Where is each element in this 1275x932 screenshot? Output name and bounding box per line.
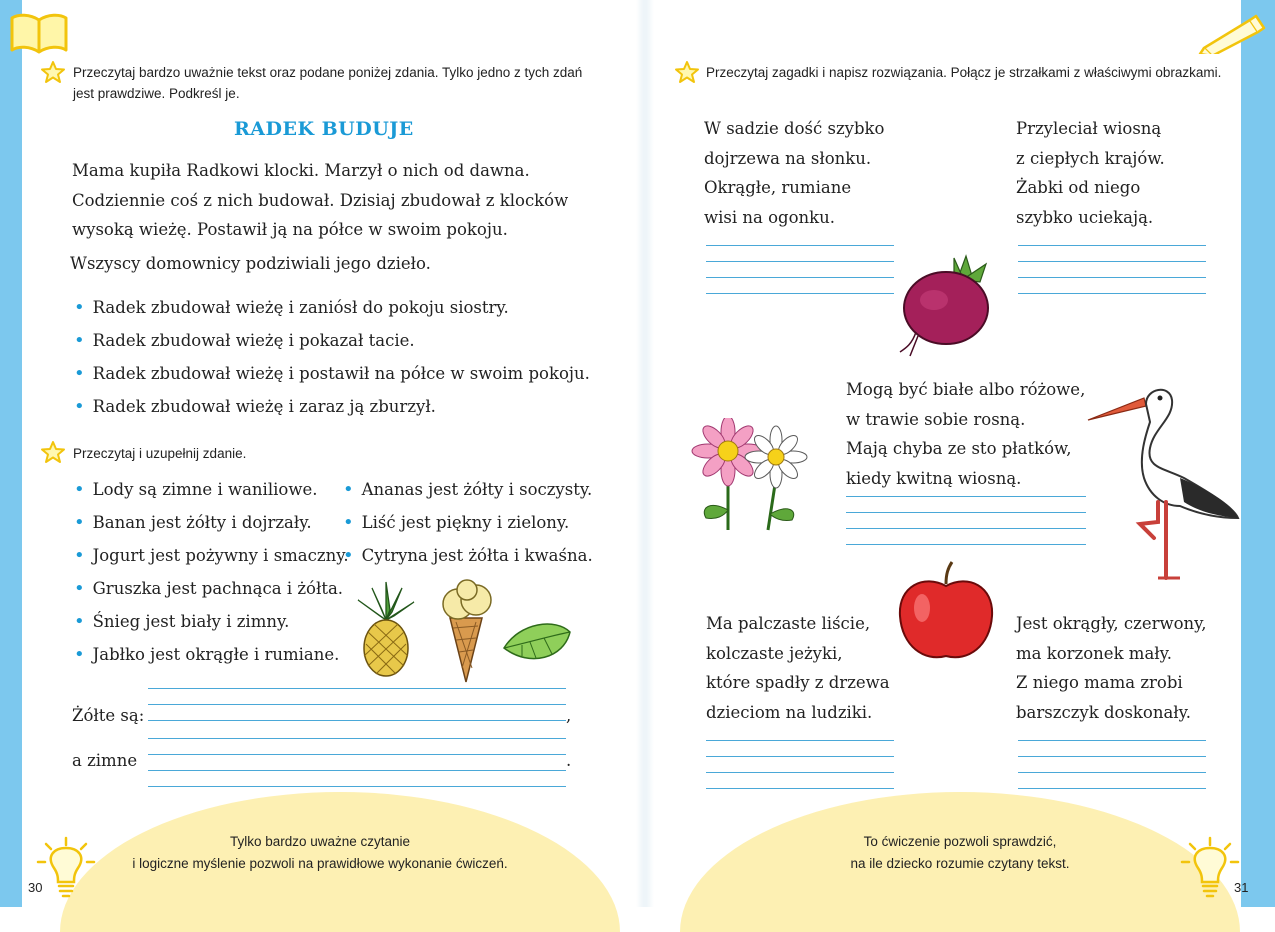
riddle-beetroot-text: Jest okrągły, czerwony, ma korzonek mały. Z niego mama zrobi barszczyk doskonały. xyxy=(1016,614,1207,722)
fact-item: • Jogurt jest pożywny i smaczny. xyxy=(74,539,349,572)
answer-line[interactable] xyxy=(148,704,566,705)
footer-tip-text xyxy=(780,831,1140,875)
fact-item: • Ananas jest żółty i soczysty. xyxy=(343,473,593,506)
answer-line[interactable] xyxy=(148,786,566,787)
footer-tip-line: Tylko bardzo uważne czytanie xyxy=(229,834,411,849)
answer-line[interactable] xyxy=(846,544,1086,545)
answer-line[interactable] xyxy=(846,496,1086,497)
leaf-illustration xyxy=(500,618,576,670)
fact-item: • Banan jest żółty i dojrzały. xyxy=(74,506,349,539)
answer-line[interactable] xyxy=(148,688,566,689)
answer-line[interactable] xyxy=(148,754,566,755)
instruction-fill: Przeczytaj i uzupełnij zdanie. xyxy=(73,446,247,461)
story-line: wysoką wieżę. Postawił ją na półce w swoim pokoju. xyxy=(72,220,508,239)
answer-line[interactable] xyxy=(1018,772,1206,773)
answer-line[interactable] xyxy=(1018,756,1206,757)
page-number-right: 31 xyxy=(1234,880,1249,895)
right-margin-strip xyxy=(1241,0,1275,907)
instruction-underline: Przeczytaj bardzo uważnie tekst oraz podane poniżej zdania. Tylko jedno z tych zdań jest prawdziwe. Podkreśl je. xyxy=(73,65,583,101)
facts-column-1 xyxy=(74,473,349,671)
answer-line[interactable] xyxy=(148,720,566,721)
riddle-chestnut-text: Ma palczaste liście, kolczaste jeżyki, które spadły z drzewa dzieciom na ludziki. xyxy=(706,614,890,722)
answer-line[interactable] xyxy=(148,738,566,739)
fact-item: • Liść jest piękny i zielony. xyxy=(343,506,593,539)
fill-label-yellow: Żółte są: xyxy=(72,706,145,725)
answer-line[interactable] xyxy=(1018,788,1206,789)
answer-line[interactable] xyxy=(846,512,1086,513)
lightbulb-icon xyxy=(36,836,98,902)
answer-line[interactable] xyxy=(706,756,894,757)
answer-line[interactable] xyxy=(148,770,566,771)
choice-item[interactable]: • Radek zbudował wieżę i zaniósł do pokoju siostry. xyxy=(74,291,590,324)
fact-item: • Gruszka jest pachnąca i żółta. xyxy=(74,572,349,605)
answer-line[interactable] xyxy=(706,293,894,294)
fill-label-cold: a zimne xyxy=(72,751,138,770)
fill-end-comma: , xyxy=(566,706,572,725)
riddle-daisy-text: Mogą być białe albo różowe, w trawie sobie rosną. Mają chyba ze sto płatków, kiedy kwitną wiosną. xyxy=(846,380,1086,488)
fact-item: • Jabłko jest okrągłe i rumiane. xyxy=(74,638,349,671)
fact-item: • Lody są zimne i waniliowe. xyxy=(74,473,349,506)
footer-tip-line: na ile dziecko rozumie czytany tekst. xyxy=(850,856,1070,871)
footer-tip-line: To ćwiczenie pozwoli sprawdzić, xyxy=(863,834,1057,849)
answer-line[interactable] xyxy=(706,261,894,262)
pineapple-illustration xyxy=(350,580,422,680)
answer-line[interactable] xyxy=(1018,293,1206,294)
answer-line[interactable] xyxy=(1018,277,1206,278)
pencil-icon xyxy=(1198,14,1268,54)
answer-line[interactable] xyxy=(706,772,894,773)
footer-tip-line: i logiczne myślenie pozwoli na prawidłowe wykonanie ćwiczeń. xyxy=(132,856,508,871)
footer-tip-text xyxy=(110,831,530,875)
apple-illustration xyxy=(894,560,998,664)
star-icon xyxy=(40,60,66,84)
page-number-left: 30 xyxy=(28,880,43,895)
ice-cream-illustration xyxy=(436,578,498,684)
page-gutter xyxy=(636,0,654,907)
choice-item[interactable]: • Radek zbudował wieżę i postawił na półce w swoim pokoju. xyxy=(74,357,590,390)
choice-item[interactable]: • Radek zbudował wieżę i pokazał tacie. xyxy=(74,324,590,357)
answer-line[interactable] xyxy=(706,788,894,789)
answer-line[interactable] xyxy=(1018,261,1206,262)
answer-line[interactable] xyxy=(706,245,894,246)
riddle-apple-text: W sadzie dość szybko dojrzewa na słonku. Okrągłe, rumiane wisi na ogonku. xyxy=(704,119,885,227)
choice-list xyxy=(74,291,590,423)
lightbulb-icon xyxy=(1180,836,1242,902)
answer-line[interactable] xyxy=(706,740,894,741)
story-line: Mama kupiła Radkowi klocki. Marzył o nich od dawna. xyxy=(72,161,530,180)
fact-item: • Śnieg jest biały i zimny. xyxy=(74,605,349,638)
riddle-stork-text: Przyleciał wiosną z ciepłych krajów. Żabki od niego szybko uciekają. xyxy=(1016,119,1165,227)
star-icon xyxy=(674,60,700,84)
choice-item[interactable]: • Radek zbudował wieżę i zaraz ją zburzył. xyxy=(74,390,590,423)
story-line: Wszyscy domownicy podziwiali jego dzieło. xyxy=(70,254,431,273)
answer-line[interactable] xyxy=(846,528,1086,529)
instruction-riddles: Przeczytaj zagadki i napisz rozwiązania. Połącz je strzałkami z właściwymi obrazkami. xyxy=(706,65,1222,80)
answer-line[interactable] xyxy=(1018,245,1206,246)
star-icon xyxy=(40,440,66,464)
open-book-icon xyxy=(8,12,70,54)
stork-illustration xyxy=(1084,378,1244,582)
answer-line[interactable] xyxy=(706,277,894,278)
daisy-illustration xyxy=(670,418,824,534)
facts-column-2 xyxy=(343,473,593,572)
story-line: Codziennie coś z nich budował. Dzisiaj zbudował z klocków xyxy=(72,191,569,210)
fill-end-period: . xyxy=(566,751,572,770)
answer-line[interactable] xyxy=(1018,740,1206,741)
story-title: RADEK BUDUJE xyxy=(234,118,414,140)
fact-item: • Cytryna jest żółta i kwaśna. xyxy=(343,539,593,572)
beetroot-illustration xyxy=(896,252,1004,360)
